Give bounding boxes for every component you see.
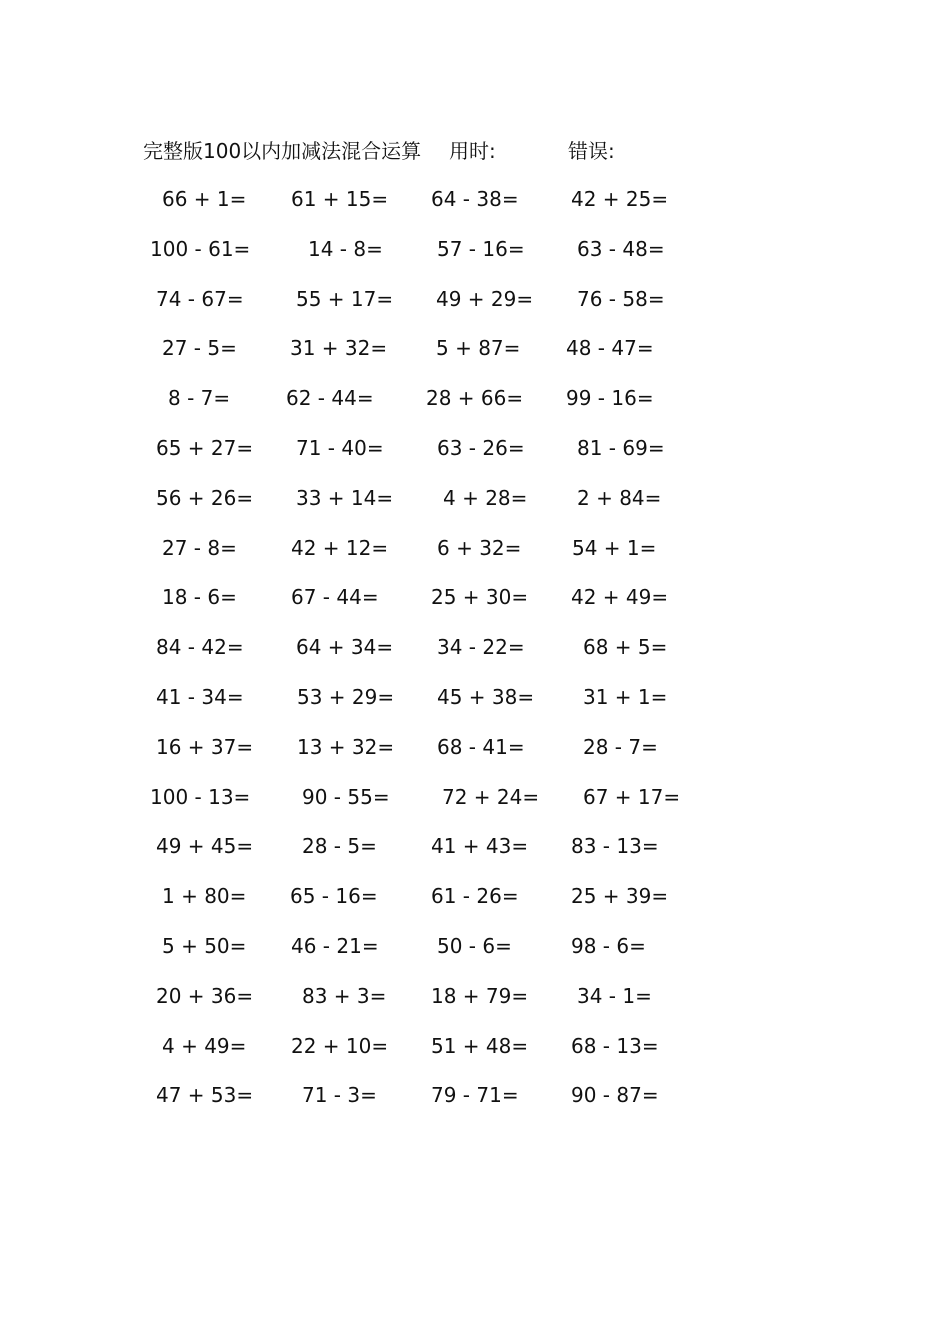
problem-row: [0, 682, 950, 732]
problem-item: 53 + 29=: [297, 684, 395, 709]
problem-item: 41 + 43=: [431, 834, 529, 859]
problem-item: 63 - 48=: [577, 236, 665, 261]
problem-item: 42 + 25=: [571, 187, 669, 211]
problem-row: [0, 284, 950, 334]
problem-item: 22 + 10=: [291, 1033, 389, 1058]
problem-item: 49 + 45=: [156, 834, 254, 859]
problem-item: 33 + 14=: [296, 485, 394, 510]
problem-item: 42 + 49=: [571, 585, 669, 610]
problem-item: 65 - 16=: [290, 884, 378, 909]
problem-item: 66 + 1=: [162, 187, 247, 211]
problem-item: 2 + 84=: [577, 485, 662, 510]
problem-row: [0, 483, 950, 533]
problem-row: [0, 931, 950, 981]
problem-item: 4 + 49=: [162, 1033, 247, 1058]
problem-item: 31 + 32=: [290, 336, 388, 361]
worksheet-title: 完整版100以内加减法混合运算: [143, 139, 422, 163]
problem-item: 83 + 3=: [302, 983, 387, 1008]
problem-row: [0, 632, 950, 682]
problem-item: 41 - 34=: [156, 684, 244, 709]
problem-row: [0, 981, 950, 1031]
problem-row: [0, 582, 950, 632]
problem-item: 90 - 55=: [302, 784, 390, 809]
problem-item: 4 + 28=: [443, 485, 528, 510]
problem-item: 90 - 87=: [571, 1083, 659, 1108]
problem-item: 68 - 13=: [571, 1033, 659, 1058]
problem-item: 27 - 8=: [162, 535, 237, 560]
problem-item: 72 + 24=: [442, 784, 540, 809]
problem-item: 50 - 6=: [437, 933, 512, 958]
problem-item: 13 + 32=: [297, 734, 395, 759]
problem-item: 68 + 5=: [583, 635, 668, 660]
problem-item: 54 + 1=: [572, 535, 657, 560]
problem-item: 83 - 13=: [571, 834, 659, 859]
problem-item: 18 - 6=: [162, 585, 237, 610]
problem-row: [0, 333, 950, 383]
problem-item: 31 + 1=: [583, 684, 668, 709]
problem-item: 42 + 12=: [291, 535, 389, 560]
problem-item: 46 - 21=: [291, 933, 379, 958]
problem-item: 25 + 30=: [431, 585, 529, 610]
problem-row: [0, 831, 950, 881]
problem-item: 48 - 47=: [566, 336, 654, 361]
problem-item: 74 - 67=: [156, 286, 244, 311]
problem-row: [0, 1080, 950, 1130]
problem-row: [0, 234, 950, 284]
problem-item: 71 - 3=: [302, 1083, 377, 1108]
problem-item: 34 - 1=: [577, 983, 652, 1008]
problem-item: 34 - 22=: [437, 635, 525, 660]
problem-item: 100 - 13=: [150, 784, 251, 809]
problem-item: 28 - 7=: [583, 734, 658, 759]
problem-item: 68 - 41=: [437, 734, 525, 759]
problem-item: 65 + 27=: [156, 435, 254, 460]
problem-item: 79 - 71=: [431, 1083, 519, 1108]
problem-item: 18 + 79=: [431, 983, 529, 1008]
problem-item: 84 - 42=: [156, 635, 244, 660]
problem-item: 45 + 38=: [437, 684, 535, 709]
problem-item: 57 - 16=: [437, 236, 525, 261]
problem-item: 71 - 40=: [296, 435, 384, 460]
problem-item: 49 + 29=: [436, 286, 534, 311]
problem-item: 28 - 5=: [302, 834, 377, 859]
problem-item: 28 + 66=: [426, 386, 524, 411]
problem-item: 76 - 58=: [577, 286, 665, 311]
problem-item: 5 + 50=: [162, 933, 247, 958]
problem-row: [0, 383, 950, 433]
problem-item: 47 + 53=: [156, 1083, 254, 1108]
problem-item: 20 + 36=: [156, 983, 254, 1008]
problem-item: 98 - 6=: [571, 933, 646, 958]
problem-row: [0, 732, 950, 782]
problem-item: 25 + 39=: [571, 884, 669, 909]
problem-item: 100 - 61=: [150, 236, 251, 261]
problem-row: [0, 1031, 950, 1081]
problem-item: 14 - 8=: [308, 236, 383, 261]
problem-row: [0, 782, 950, 832]
problem-item: 27 - 5=: [162, 336, 237, 361]
problem-item: 8 - 7=: [168, 386, 231, 411]
time-used-label: 用时:: [449, 139, 496, 163]
problem-item: 61 - 26=: [431, 884, 519, 909]
problem-row: [0, 533, 950, 583]
problem-row: [0, 433, 950, 483]
problem-item: 16 + 37=: [156, 734, 254, 759]
problem-item: 56 + 26=: [156, 485, 254, 510]
problem-item: 5 + 87=: [436, 336, 521, 361]
problem-item: 81 - 69=: [577, 435, 665, 460]
problem-item: 99 - 16=: [566, 386, 654, 411]
problem-item: 61 + 15=: [291, 187, 389, 211]
problem-item: 67 - 44=: [291, 585, 379, 610]
problem-item: 67 + 17=: [583, 784, 681, 809]
problem-item: 51 + 48=: [431, 1033, 529, 1058]
problem-row: [0, 881, 950, 931]
problem-item: 1 + 80=: [162, 884, 247, 909]
problem-item: 6 + 32=: [437, 535, 522, 560]
problem-item: 63 - 26=: [437, 435, 525, 460]
problem-item: 62 - 44=: [286, 386, 374, 411]
problem-item: 64 + 34=: [296, 635, 394, 660]
problem-grid: [0, 184, 950, 1130]
problem-item: 64 - 38=: [431, 187, 519, 211]
problem-item: 55 + 17=: [296, 286, 394, 311]
problem-row: [0, 184, 950, 234]
error-count-label: 错误:: [568, 139, 615, 163]
